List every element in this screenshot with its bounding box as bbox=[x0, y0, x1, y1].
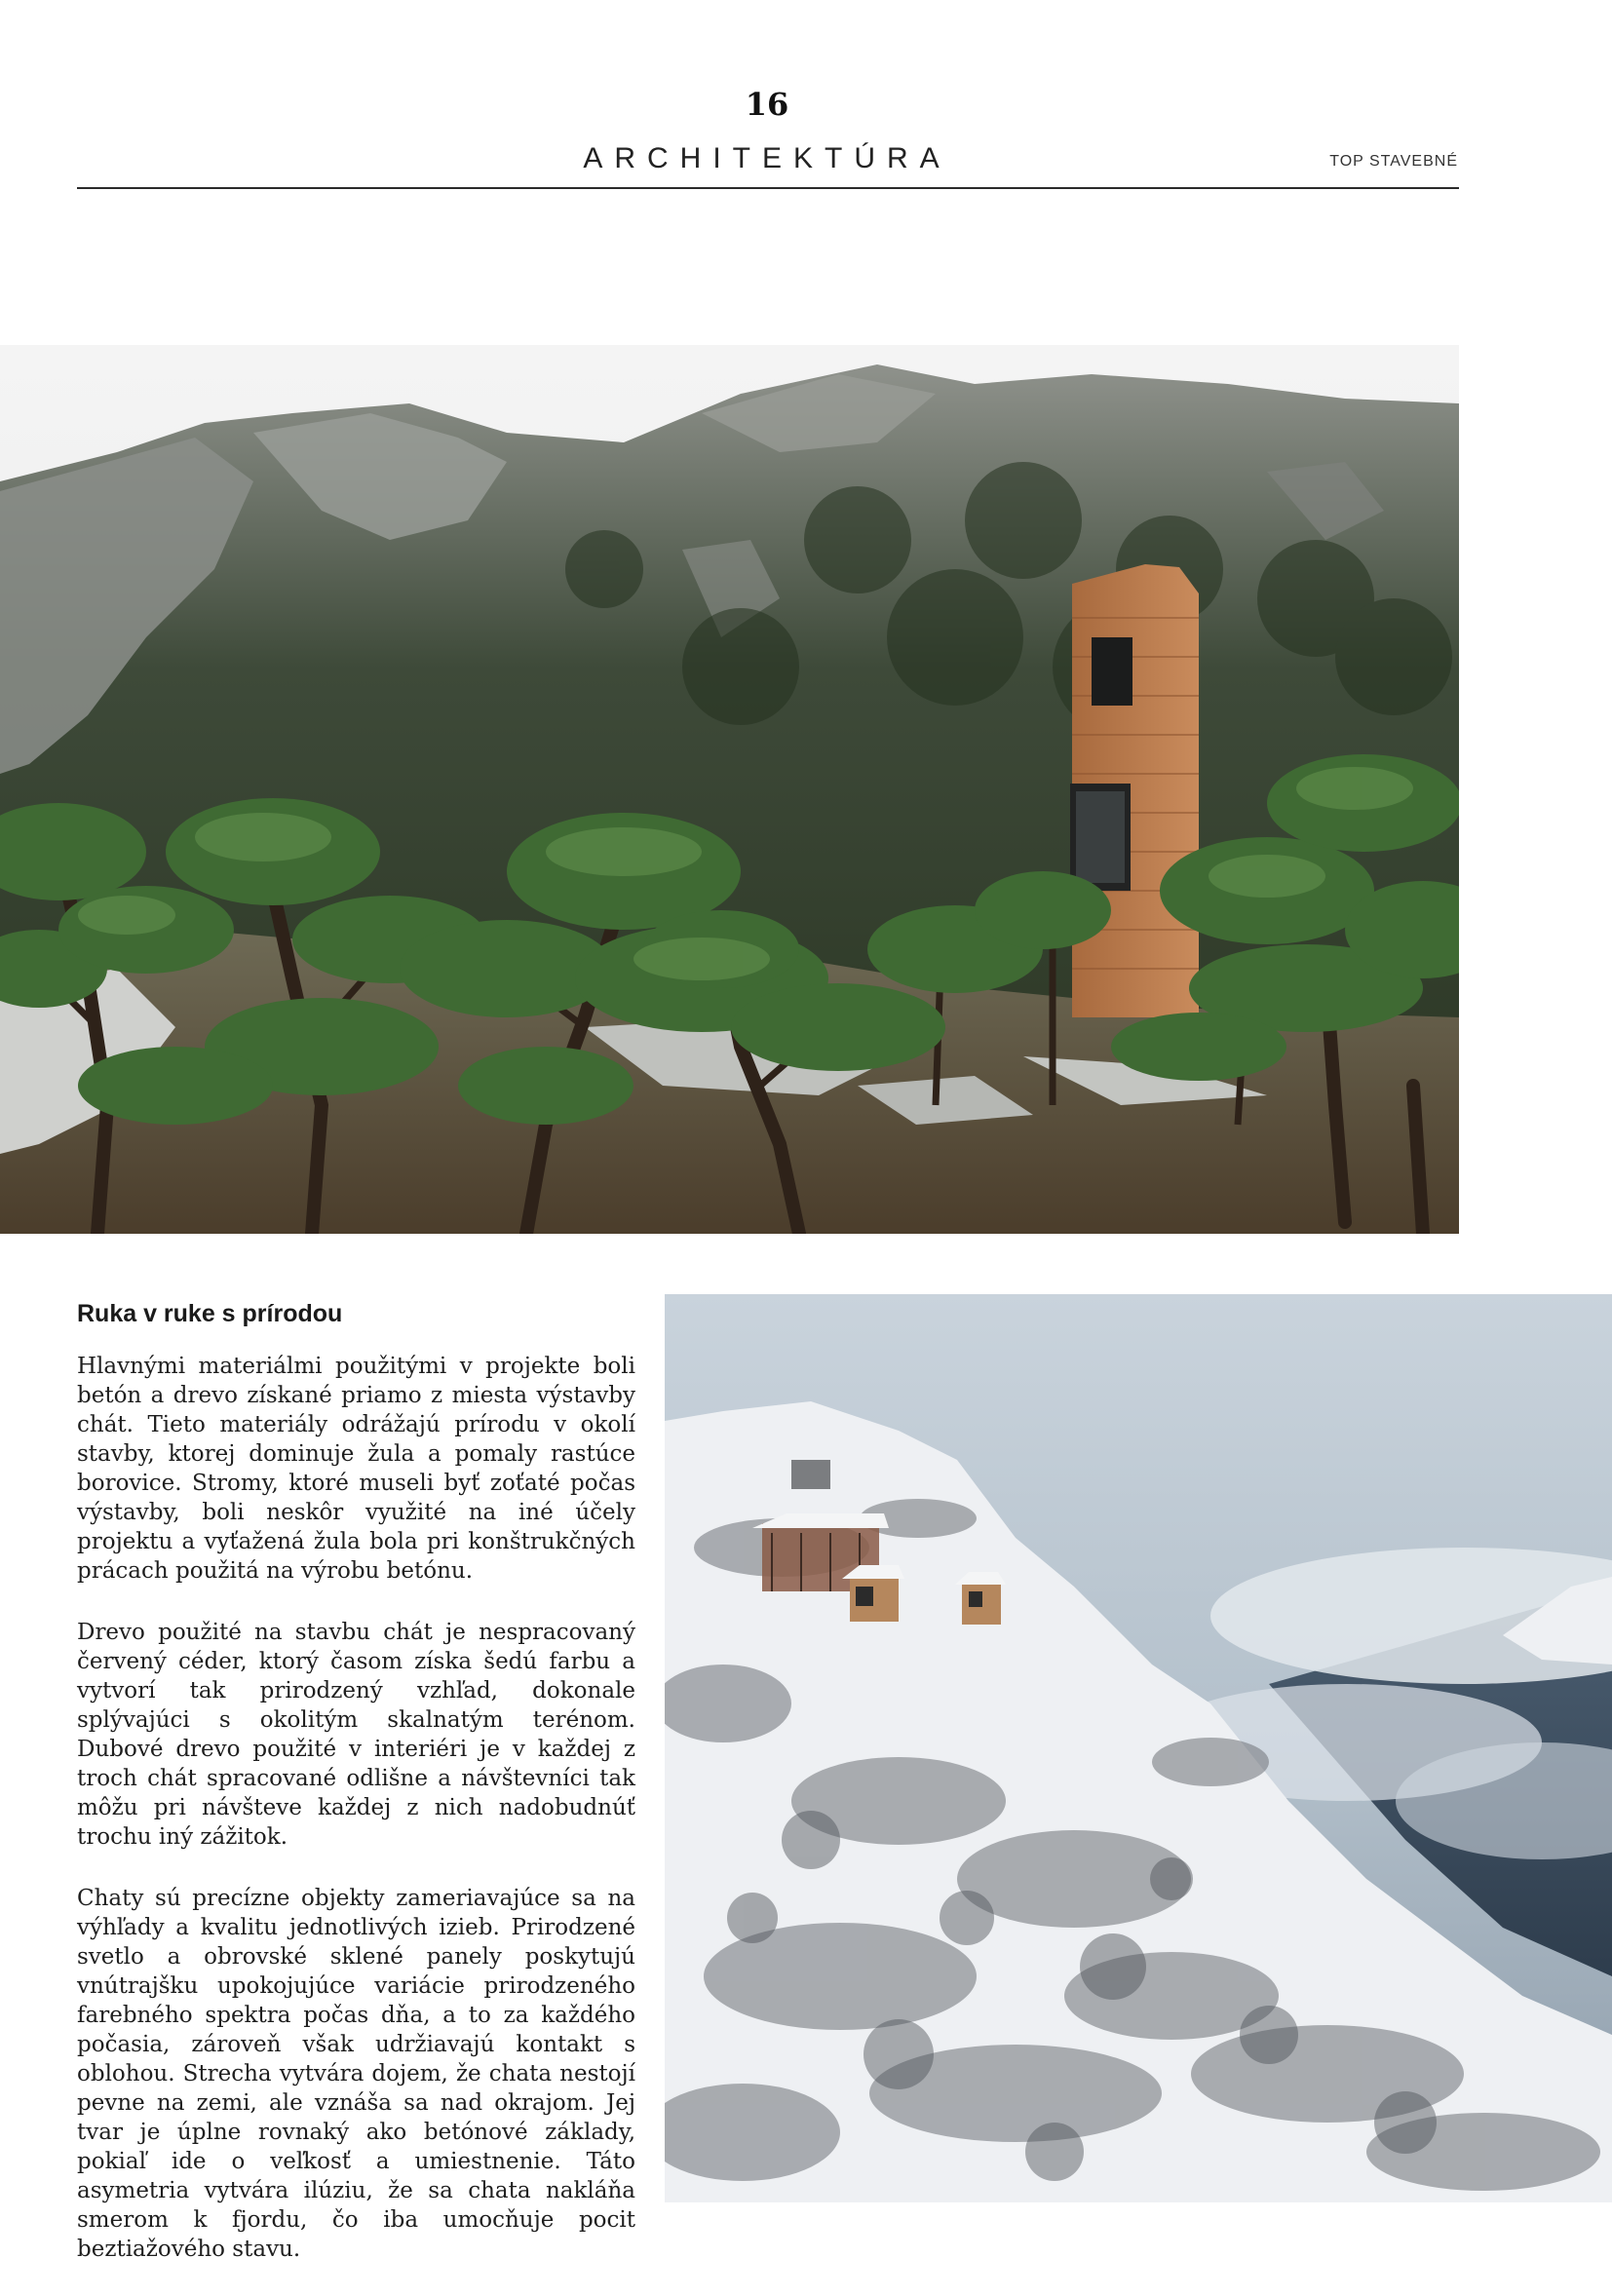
cabin-forest-photo bbox=[0, 345, 1459, 1234]
snowy-cliff-photo bbox=[665, 1294, 1612, 2202]
snowy-cliff-illustration bbox=[665, 1294, 1612, 2202]
article-paragraph-3: Chaty sú precízne objekty zameriavajúce sa na výhľady a kvalitu jednotlivých izieb. Prirodzené svetlo a obrovské sklené panely poskytujú vnútrajšku upokojujúce variácie prirodzeného farebného spektra počas dňa, a to za každého počasia, zároveň však udržiavajú kontakt s oblohou. Strecha vytvára dojem, že chata nestojí pevne na zemi, ale vznáša sa nad okrajom. Jej tvar je úplne rovnaký ako betónové základy, pokiaľ ide o veľkosť a umiestnenie. Táto asymetria vytvára ilúziu, že sa chata nakláňa smerom k fjordu, čo iba umocňuje pocit beztiažového stavu. bbox=[77, 1886, 635, 2262]
header-rule bbox=[77, 187, 1459, 189]
article bbox=[77, 1294, 635, 2296]
article-heading: Ruka v ruke s prírodou bbox=[77, 1300, 343, 1327]
page-number: 16 bbox=[745, 86, 789, 123]
article-paragraph-2: Drevo použité na stavbu chát je nespracovaný červený céder, ktorý časom získa šedú farbu a vytvorí tak prirodzený vzhľad, dokonale splývajúci s okolitým skalnatým terénom. Dubové drevo použité v interiéri je v každej z troch chát spracované odlišne a návštevníci tak môžu pri návšteve každej z nich nadobudnúť trochu iný zážitok. bbox=[77, 1620, 635, 1850]
article-paragraph-1: Hlavnými materiálmi použitými v projekte boli betón a drevo získané priamo z miesta výstavby chát. Tieto materiály odrážajú prírodu v okolí stavby, ktorej dominuje žula a pomaly rastúce borovice. Stromy, ktoré museli byť zoťaté počas výstavby, boli neskôr využité na iné účely projektu a vyťažená žula bola pri konštrukčných prácach použitá na výrobu betónu. bbox=[77, 1354, 635, 1584]
cabin-forest-illustration bbox=[0, 345, 1459, 1234]
section-title: ARCHITEKTÚRA bbox=[583, 142, 951, 174]
magazine-name: TOP STAVEBNÉ bbox=[1329, 153, 1458, 170]
cedar-cabin bbox=[1070, 564, 1199, 1017]
